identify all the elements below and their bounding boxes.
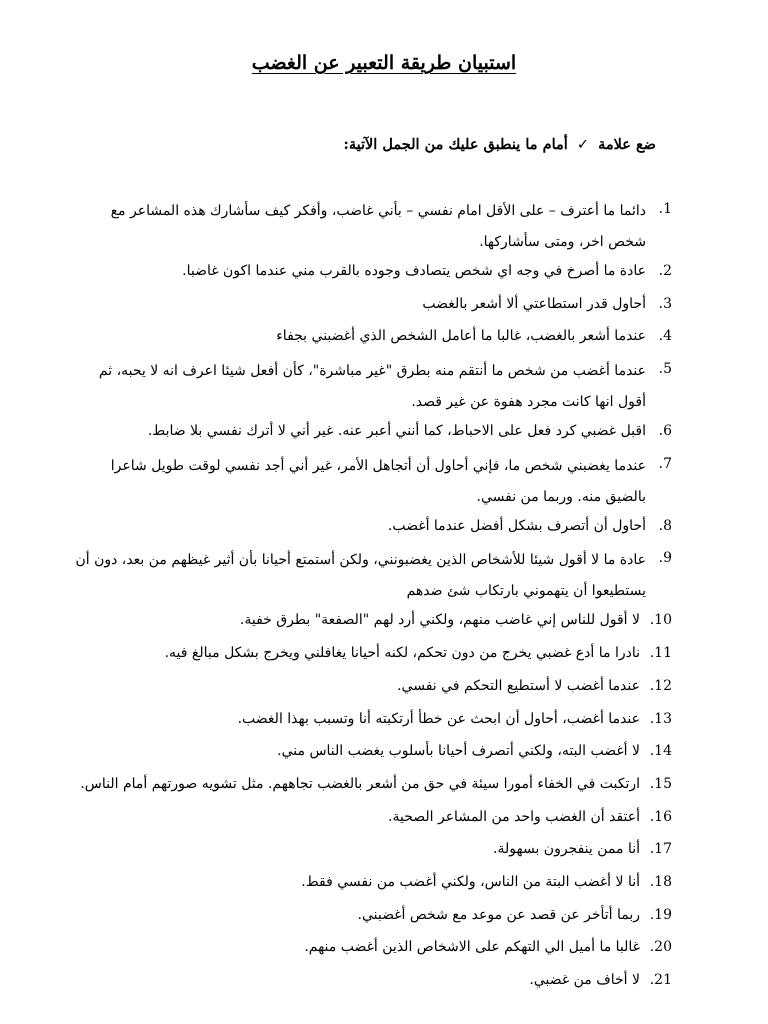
item-number: .18: [649, 873, 672, 890]
item-number: .3: [658, 295, 672, 312]
list-item: [72, 323, 672, 356]
item-text: ربما أتأخر عن قصد عن موعد مع شخص أغضبني.: [357, 906, 640, 923]
item-text: أنا لا أغضب البتة من الناس، ولكني أغضب من نفسي فقط.: [301, 873, 640, 890]
item-number: .5: [658, 361, 672, 378]
item-number: .15: [649, 775, 672, 792]
list-item: [72, 738, 672, 771]
item-text: عندما أغضب، أحاول أن ابحث عن خطأ أرتكبته أنا وتسبب بهذا الغضب.: [237, 710, 640, 727]
item-number: .12: [649, 677, 672, 694]
list-item: [72, 706, 672, 739]
item-text: أحاول أن أتصرف بشكل أفضل عندما أغضب.: [387, 517, 646, 534]
instruction-text-before: ضع علامة: [598, 136, 656, 153]
item-number: .8: [658, 517, 672, 534]
item-text: عادة ما لا أقول شيئا للأشخاص الذين يغضبونني، ولكن أستمتع أحيانا بأن أثير غيظهم من بعد، دون أن يستطيعوا أن يتهموني بارتكاب شئ ضدهم: [75, 552, 646, 600]
item-text: اقبل غضبي كرد فعل على الاحباط، كما أنني أعبر عنه. غير أني لا أترك نفسي بلا ضابط.: [147, 423, 646, 440]
list-item: [72, 934, 672, 967]
item-number: .4: [658, 328, 672, 345]
instruction-line: [343, 136, 656, 153]
list-item: [72, 967, 672, 1000]
instruction-text-after: أمام ما ينطبق عليك من الجمل الآتية:: [343, 136, 568, 153]
item-number: .21: [649, 972, 672, 988]
item-text: لا أخاف من غضبي.: [529, 972, 640, 988]
item-text: عندما أشعر بالغضب، غالبا ما أعامل الشخص الذي أغضبني بجفاء: [276, 328, 646, 345]
item-text: لا أغضب البته، ولكني أتصرف أحيانا بأسلوب يغضب الناس مني.: [277, 743, 640, 760]
list-item: [72, 356, 672, 418]
item-text: دائما ما أعترف – على الأقل امام نفسي – بأني غاضب، وأفكر كيف سأشارك هذه المشاعر مع شخص اخر، ومتى سأشاركها.: [110, 203, 646, 250]
list-item: [72, 869, 672, 902]
list-item: [72, 673, 672, 706]
item-number: .9: [658, 550, 672, 567]
list-item: [72, 258, 672, 291]
item-number: .6: [658, 423, 672, 440]
item-text: لا أقول للناس إني غاضب منهم، ولكني أرد لهم "الصفعة" بطرق خفية.: [239, 612, 640, 629]
item-text: نادرا ما أدع غضبي يخرج من دون تحكم، لكنه أحيانا يغافلني ويخرج بشكل مبالغ فيه.: [164, 645, 640, 662]
item-text: عندما أغضب من شخص ما أنتقم منه بطرق "غير مباشرة"، كأن أفعل شيئا اعرف انه لا يحبه، ثم أقول انها كانت مجرد هفوة عن غير قصد.: [98, 363, 646, 411]
item-number: .1: [658, 201, 672, 217]
item-number: .17: [649, 841, 672, 858]
list-item: [72, 291, 672, 324]
list-item: [72, 196, 672, 258]
list-item: [72, 771, 672, 804]
item-text: أعتقد أن الغضب واحد من المشاعر الصحية.: [388, 808, 640, 825]
item-text: عندما يغضبني شخص ما، فإني أحاول أن أتجاهل الأمر، غير أني أجد نفسي لوقت طويل شاعرا بالضيق منه. وربما من نفسي.: [110, 457, 646, 505]
item-number: .2: [658, 263, 672, 279]
item-number: .14: [649, 743, 672, 760]
list-item: [72, 451, 672, 513]
list-item: [72, 640, 672, 673]
list-item: [72, 607, 672, 640]
item-text: أحاول قدر استطاعتي ألا أشعر بالغضب: [422, 295, 646, 312]
list-item: [72, 804, 672, 837]
list-item: [72, 836, 672, 869]
checkmark-icon: ✓: [576, 137, 589, 153]
item-text: عندما أغضب لا أستطيع التحكم في نفسي.: [397, 677, 640, 694]
item-text: عادة ما أصرخ في وجه اي شخص يتصادف وجوده بالقرب مني عندما اكون غاضبا.: [182, 263, 646, 279]
list-item: [72, 902, 672, 935]
item-number: .13: [649, 710, 672, 727]
item-number: .16: [649, 808, 672, 825]
page-title: استبيان طريقة التعبير عن الغضب: [251, 52, 517, 74]
list-item: [72, 513, 672, 546]
item-number: .10: [649, 612, 672, 629]
list-item: [72, 418, 672, 451]
item-number: .11: [649, 645, 672, 662]
item-number: .7: [658, 455, 672, 472]
item-number: .20: [649, 939, 672, 956]
statement-list: [72, 196, 672, 1000]
item-text: أنا ممن ينفجرون بسهولة.: [493, 841, 640, 858]
list-item: [72, 545, 672, 607]
item-text: غالبا ما أميل الي التهكم على الاشخاص الذين أغضب منهم.: [304, 939, 640, 956]
item-number: .19: [649, 906, 672, 923]
item-text: ارتكبت في الخفاء أمورا سيئة في حق من أشعر بالغضب تجاههم. مثل تشويه صورتهم أمام الناس.: [80, 775, 640, 792]
